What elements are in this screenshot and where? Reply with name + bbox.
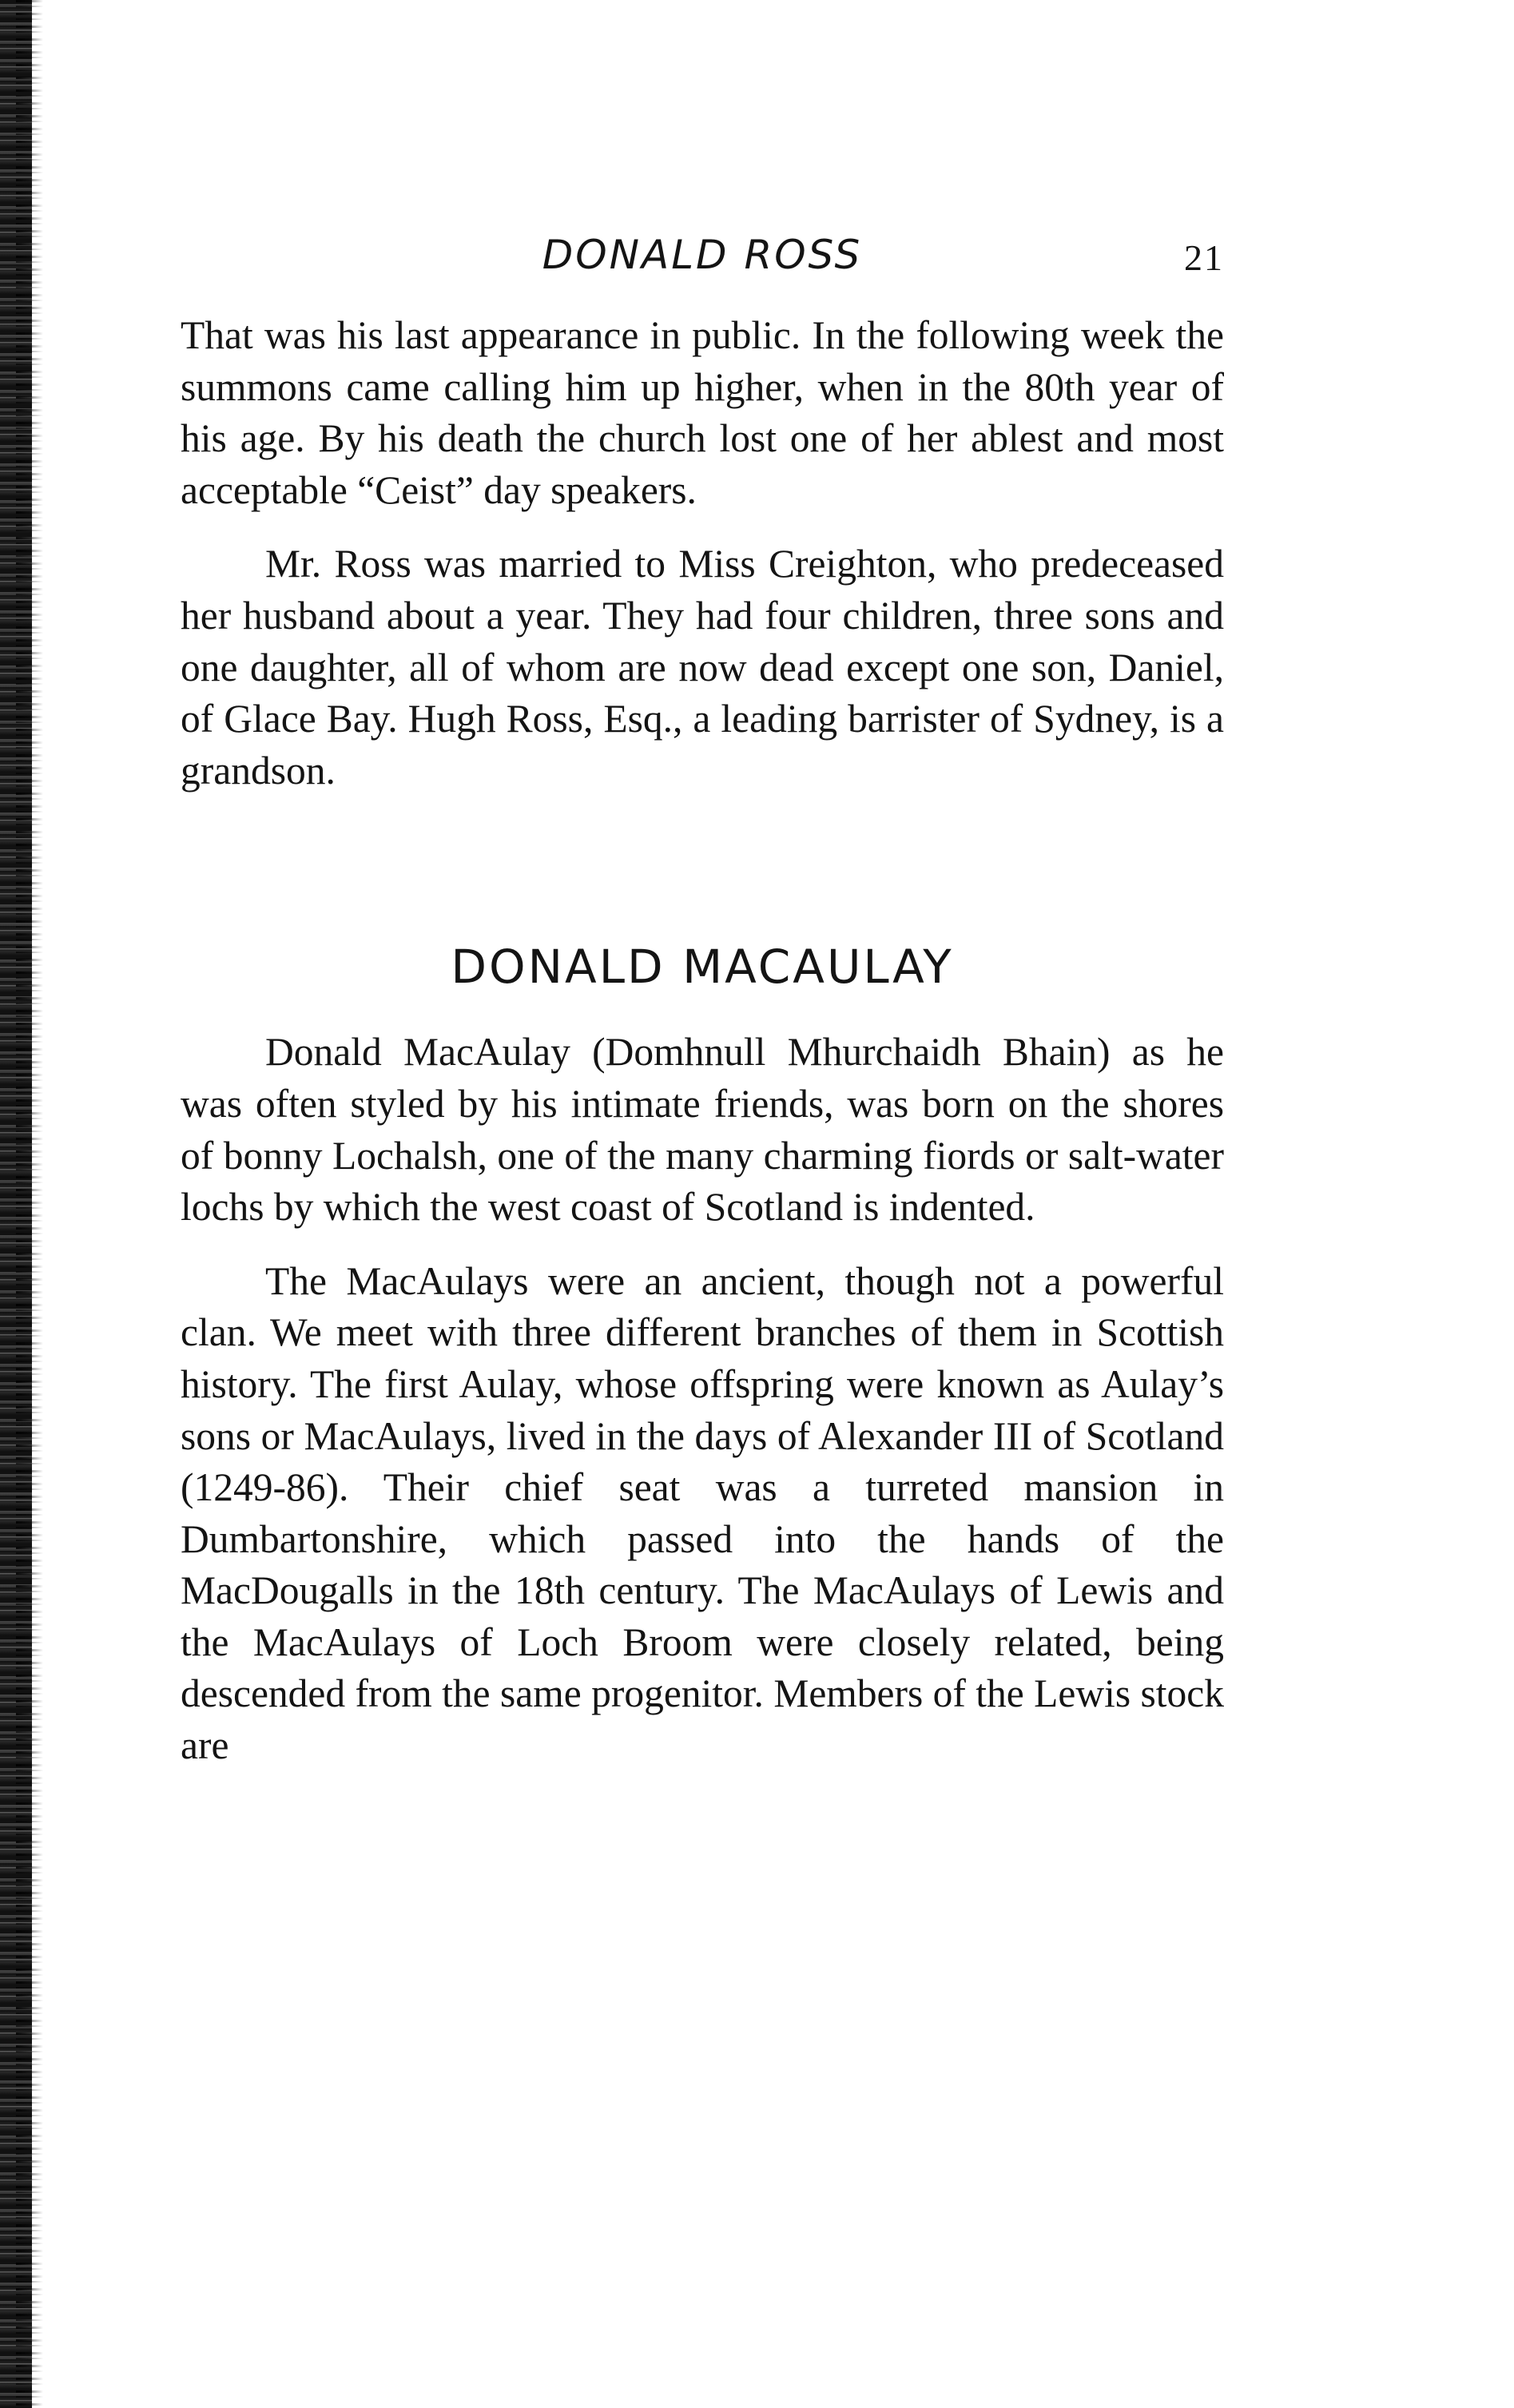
paragraph: The MacAulays were an ancient, though not a powerful clan. We meet with three different branches of them in Scottish history. The first Aulay, whose offspring were known as Aulay’s sons or MacAulays, lived in the days of Alexander III of Scotland (1249-86). Their chief seat was a turreted mansion in Dumbartonshire, which passed into the hands of the MacDougalls in the 18th century. The MacAulays of Lewis and the MacAulays of Loch Broom were closely related, being descended from the same progenitor. Members of the Lewis stock are [181,1258,1224,1768]
running-head [181,232,1224,288]
body-text [181,310,1224,1772]
page-binding-edge [0,0,32,2408]
section-heading: DONALD MACAULAY [451,940,954,995]
page-number: 21 [1184,237,1224,278]
paragraph: Donald MacAulay (Domhnull Mhurchaidh Bhain) as he was often styled by his intimate friends, was born on the shores of bonny Lochalsh, one of the many charming fiords or salt-water lochs by which the west coast of Scotland is indented. [181,1030,1224,1230]
paragraph: That was his last appearance in public. In the following week the summons came calling him up higher, when in the 80th year of his age. By his death the church lost one of her ablest and most acceptable “Ceist” day speakers. [181,313,1224,512]
paragraph: Mr. Ross was married to Miss Creighton, who predeceased her husband about a year. They had four children, three sons and one daughter, all of whom are now dead except one son, Daniel, of Glace Bay. Hugh Ross, Esq., a leading barrister of Sydney, is a grandson. [181,542,1224,793]
running-head-title: DONALD ROSS [542,232,863,278]
